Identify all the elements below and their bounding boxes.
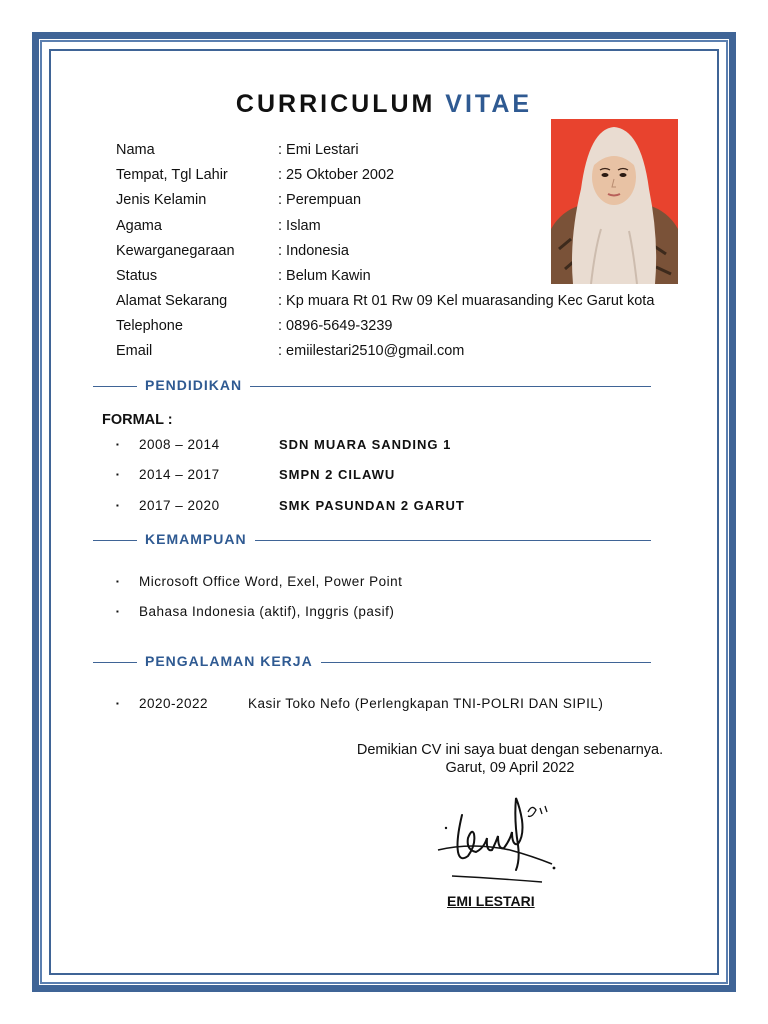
section-header-education bbox=[93, 376, 651, 396]
section-header-skills bbox=[93, 530, 651, 550]
education-subheading: FORMAL : bbox=[102, 412, 173, 428]
education-years: 2008 – 2014 bbox=[139, 437, 220, 452]
info-value: : Belum Kawin bbox=[278, 268, 371, 284]
document-title bbox=[0, 90, 768, 119]
bullet-icon: ▪ bbox=[116, 607, 119, 616]
skill-item: Microsoft Office Word, Exel, Power Point bbox=[139, 574, 403, 589]
experience-years: 2020-2022 bbox=[139, 696, 209, 711]
signature-image bbox=[432, 790, 562, 890]
profile-photo bbox=[551, 119, 678, 284]
education-school: SMK PASUNDAN 2 GARUT bbox=[279, 498, 465, 513]
section-header-experience bbox=[93, 652, 651, 672]
education-years: 2017 – 2020 bbox=[139, 498, 220, 513]
bullet-icon: ▪ bbox=[116, 470, 119, 479]
info-value: : 25 Oktober 2002 bbox=[278, 167, 395, 183]
signer-name: EMI LESTARI bbox=[447, 893, 535, 909]
info-label: Tempat, Tgl Lahir bbox=[116, 167, 228, 183]
divider-line bbox=[255, 540, 651, 541]
info-label: Email bbox=[116, 343, 153, 359]
title-vitae: VITAE bbox=[445, 90, 533, 118]
bullet-icon: ▪ bbox=[116, 501, 119, 510]
info-value: : Emi Lestari bbox=[278, 142, 359, 158]
experience-description: Kasir Toko Nefo (Perlengkapan TNI-POLRI DAN SIPIL) bbox=[248, 696, 604, 711]
section-title: PENDIDIKAN bbox=[145, 377, 243, 393]
education-school: SDN MUARA SANDING 1 bbox=[279, 437, 452, 452]
info-label: Nama bbox=[116, 142, 155, 158]
info-label: Alamat Sekarang bbox=[116, 293, 228, 309]
divider-line bbox=[93, 386, 137, 387]
title-curriculum: CURRICULUM bbox=[235, 90, 436, 118]
info-value: : Indonesia bbox=[278, 243, 349, 259]
info-label: Agama bbox=[116, 218, 162, 234]
info-value: : Perempuan bbox=[278, 192, 362, 208]
divider-line bbox=[93, 662, 137, 663]
skill-item: Bahasa Indonesia (aktif), Inggris (pasif) bbox=[139, 604, 395, 619]
divider-line bbox=[250, 386, 651, 387]
closing-statement: Demikian CV ini saya buat dengan sebenarnya. bbox=[356, 742, 664, 758]
section-title: PENGALAMAN KERJA bbox=[145, 653, 313, 669]
section-title: KEMAMPUAN bbox=[145, 531, 247, 547]
info-label: Jenis Kelamin bbox=[116, 192, 207, 208]
info-value: : 0896-5649-3239 bbox=[278, 318, 393, 334]
info-label: Telephone bbox=[116, 318, 183, 334]
info-value: : Kp muara Rt 01 Rw 09 Kel muarasanding Kec Garut kota bbox=[278, 293, 655, 309]
bullet-icon: ▪ bbox=[116, 699, 119, 708]
education-school: SMPN 2 CILAWU bbox=[279, 467, 396, 482]
info-value: : emiilestari2510@gmail.com bbox=[278, 343, 465, 359]
info-label: Kewarganegaraan bbox=[116, 243, 235, 259]
education-years: 2014 – 2017 bbox=[139, 467, 220, 482]
divider-line bbox=[321, 662, 651, 663]
divider-line bbox=[93, 540, 137, 541]
info-value: : Islam bbox=[278, 218, 321, 234]
info-label: Status bbox=[116, 268, 158, 284]
bullet-icon: ▪ bbox=[116, 440, 119, 449]
closing-place-date: Garut, 09 April 2022 bbox=[445, 760, 575, 776]
bullet-icon: ▪ bbox=[116, 577, 119, 586]
